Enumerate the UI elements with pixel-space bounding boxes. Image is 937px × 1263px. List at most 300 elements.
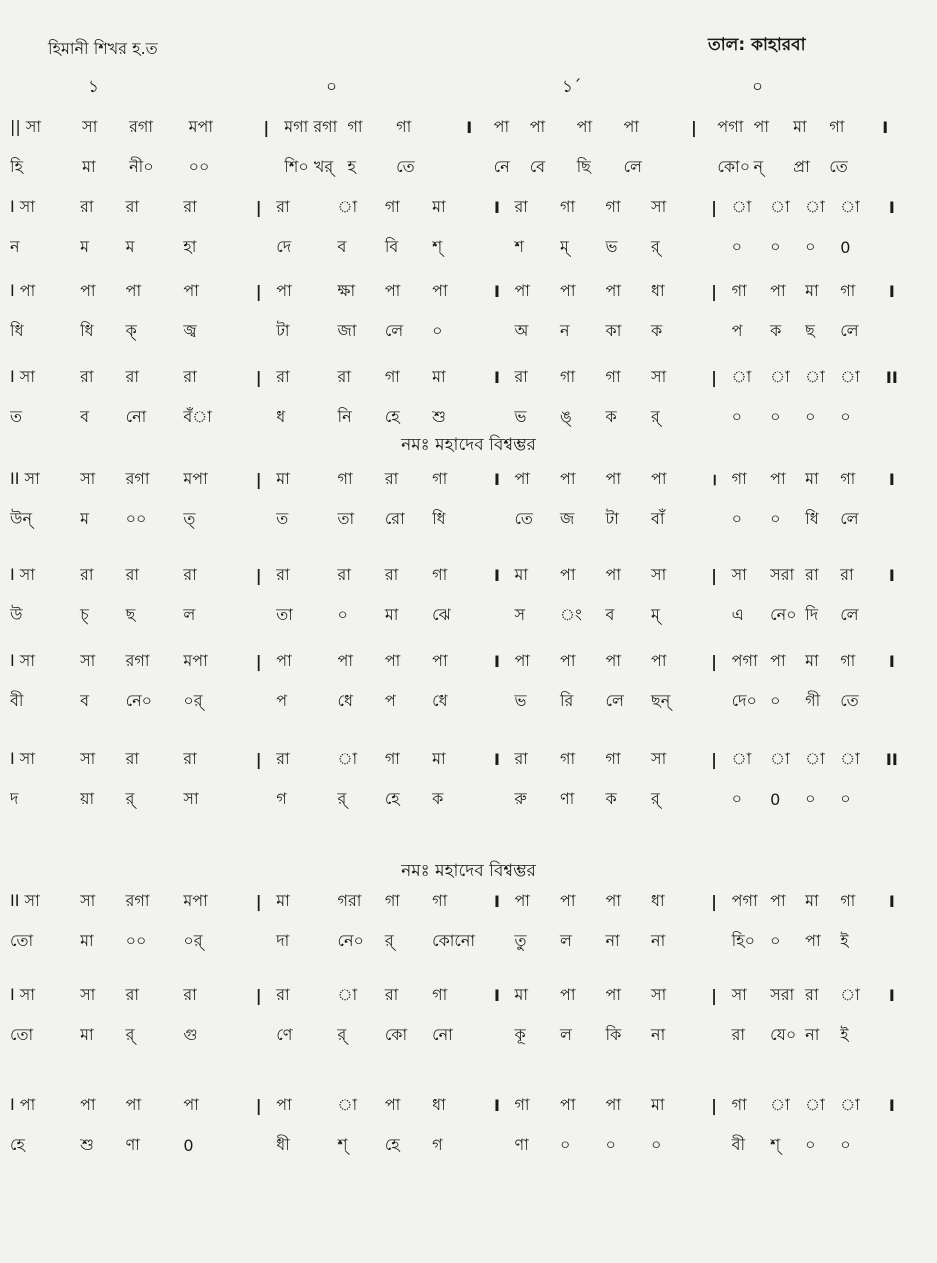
lyric-syllable: ছন্ [651, 690, 671, 710]
lyric-syllable: ক [605, 788, 617, 808]
swar-note: গা [731, 468, 747, 488]
bar-line: I [493, 749, 500, 769]
swar-note: রা [514, 366, 528, 386]
swar-note: রা [514, 196, 528, 216]
lyric-syllable: গী [805, 690, 821, 710]
swar-note: পা [559, 1094, 576, 1114]
lyric-syllable: ম [125, 236, 135, 256]
lyric-syllable: ম্ [651, 604, 660, 624]
swar-note: া [840, 1094, 860, 1114]
lyric-syllable: হি [10, 156, 23, 176]
swar-note: রা [125, 366, 140, 386]
lyric-syllable: র্ [125, 1024, 135, 1044]
swar-note: রা [384, 468, 399, 488]
song-title: হিমানী শিখর হ.ত [48, 39, 158, 58]
swar-note: রা [276, 748, 290, 768]
swar-note: পা [384, 280, 401, 300]
swar-note: পা [605, 468, 622, 488]
swar-note: রা [183, 748, 197, 768]
swar-note: পা [605, 280, 622, 300]
swar-note: া [840, 748, 860, 768]
swar-note: পা [605, 650, 622, 670]
swar-note: গা [829, 116, 845, 136]
lyric-syllable: লে [840, 604, 859, 624]
lyric-syllable: জ [559, 508, 575, 528]
lyric-syllable: ক [432, 788, 444, 808]
bar-line: I [888, 469, 895, 489]
lyric-syllable: 0 [183, 1135, 194, 1155]
lyric-syllable: ণা [125, 1134, 140, 1154]
swar-note: া [805, 748, 825, 768]
swar-line [10, 744, 905, 774]
swar-note: রা [183, 984, 197, 1004]
lyric-line [10, 504, 905, 534]
swar-note: সা [651, 984, 667, 1004]
swar-note: সা [651, 196, 667, 216]
swar-note: গা [731, 1094, 747, 1114]
swar-note: গা [559, 196, 576, 216]
swar-note: II সা [10, 468, 40, 488]
section-heading: নমঃ মহাদেব বিশ্বম্ভর [401, 435, 536, 455]
lyric-syllable: ক্ [125, 320, 137, 340]
swar-note: পা [559, 650, 576, 670]
lyric-syllable: বী [731, 1134, 746, 1154]
swar-note: পা [183, 1094, 199, 1114]
swar-note: রা [276, 564, 290, 584]
lyric-syllable: লে [384, 320, 404, 340]
swar-note: রা [125, 196, 140, 216]
swar-line [10, 1090, 905, 1120]
lyric-line [10, 402, 905, 432]
lyric-syllable: না [805, 1024, 820, 1044]
lyric-syllable: ঝে [432, 604, 451, 624]
swar-note: পগা [731, 650, 758, 670]
lyric-syllable: ০ [840, 1134, 851, 1154]
swar-note: গা [559, 748, 576, 768]
swar-note: পা [559, 984, 576, 1004]
swar-note: পা [80, 280, 96, 300]
swar-note: মা [514, 984, 528, 1004]
swar-note: রগা [125, 890, 150, 910]
swar-note: গা [384, 890, 400, 910]
swar-note: পা [514, 650, 530, 670]
swar-note: পা [276, 280, 292, 300]
swar-note: গা [514, 1094, 530, 1114]
swar-note: মা [805, 890, 819, 910]
lyric-syllable: চ্ [80, 604, 89, 624]
bar-line: I [888, 651, 895, 671]
swar-note: পা [276, 1094, 292, 1114]
swar-note: গা [396, 116, 412, 136]
lyric-syllable: টা [276, 320, 290, 340]
lyric-syllable: ন [559, 320, 570, 340]
lyric-syllable: ০র্ [183, 690, 203, 710]
lyric-syllable: র্ [337, 788, 347, 808]
lyric-syllable: নে০ [770, 604, 797, 624]
lyric-syllable: ভ [514, 406, 527, 426]
swar-line [10, 646, 905, 676]
swar-note: সা [80, 650, 96, 670]
lyric-syllable: ব [337, 236, 347, 256]
swar-note: পগা [717, 116, 744, 136]
bar-line: I [888, 1095, 895, 1115]
swar-note: া [805, 366, 825, 386]
lyric-syllable: হা [183, 236, 197, 256]
swar-note: পা [384, 650, 401, 670]
swar-note: রা [805, 564, 819, 584]
lyric-syllable: জা [337, 320, 357, 340]
swar-note: পা [432, 280, 448, 300]
swar-note: পা [125, 1094, 142, 1114]
bar-line: | [711, 651, 717, 671]
bar-line: | [255, 749, 262, 769]
lyric-syllable: তে [396, 156, 415, 176]
lyric-syllable: উ [10, 604, 23, 624]
bar-line: I [493, 565, 500, 585]
bar-line: I [466, 117, 473, 137]
lyric-syllable: ই [840, 1024, 849, 1044]
swar-note: পা [651, 468, 667, 488]
swar-note: মা [805, 650, 819, 670]
swar-note: া [805, 196, 825, 216]
lyric-syllable: লে [623, 156, 642, 176]
beat-mark: ০ [326, 77, 338, 97]
lyric-syllable: শ্ [337, 1134, 348, 1154]
lyric-syllable: গু [183, 1024, 198, 1044]
bar-line: | [255, 985, 262, 1005]
lyric-syllable: ০০ [188, 156, 210, 176]
lyric-syllable: তে [840, 690, 859, 710]
swar-note: সা [80, 748, 96, 768]
swar-line [10, 980, 905, 1010]
swar-note: মপা [183, 890, 208, 910]
lyric-syllable: কো০ [717, 156, 751, 176]
lyric-syllable: ০ [605, 1134, 616, 1154]
lyric-syllable: মা [82, 156, 96, 176]
swar-note: পা [183, 280, 199, 300]
lyric-syllable: নে০ [125, 690, 153, 710]
bar-line: I [882, 117, 889, 137]
swar-note: গা [559, 366, 576, 386]
swar-note: রগা [129, 116, 154, 136]
bar-line: I [493, 1095, 500, 1115]
lyric-syllable: নী০ [129, 156, 154, 176]
swar-note: া [770, 196, 790, 216]
lyric-syllable: ০ [770, 930, 781, 950]
bar-line: I [493, 891, 500, 911]
swar-note: রা [183, 196, 197, 216]
swar-note: গা [432, 564, 448, 584]
swar-note: া [337, 1094, 358, 1114]
lyric-syllable: শু [432, 406, 446, 426]
lyric-syllable: রো [384, 508, 405, 528]
swar-note: গা [337, 468, 353, 488]
swar-note: I পা [10, 1094, 36, 1114]
swar-note: I সা [10, 366, 36, 386]
lyric-syllable: প [731, 320, 743, 340]
lyric-syllable: ধে [337, 690, 353, 710]
swar-note: রা [384, 984, 399, 1004]
lyric-syllable: হে [384, 1134, 400, 1154]
taal-label: তাল: কাহারবা [708, 35, 806, 55]
lyric-syllable: লে [840, 508, 859, 528]
swar-note: পা [514, 280, 530, 300]
swar-note: মপা [183, 468, 208, 488]
lyric-syllable: ০ [840, 788, 851, 808]
bar-line: II [885, 749, 898, 769]
lyric-syllable: মা [80, 930, 94, 950]
bar-line: I [888, 197, 895, 217]
swar-note: II সা [10, 890, 40, 910]
lyric-syllable: তু [514, 930, 527, 950]
swar-note: সা [82, 116, 98, 136]
lyric-syllable: প্রা [793, 156, 810, 176]
lyric-syllable: ক [651, 320, 663, 340]
swar-note: গা [432, 890, 448, 910]
bar-line: | [255, 1095, 262, 1115]
lyric-syllable: তা [337, 508, 355, 528]
lyric-syllable: র্ [651, 236, 660, 256]
swar-note: ক্ষা [337, 280, 356, 300]
lyric-syllable: শ্ [770, 1134, 781, 1154]
lyric-syllable: হে [384, 788, 400, 808]
lyric-syllable: কোনো [432, 930, 476, 950]
swar-note: ধা [651, 890, 665, 910]
swar-note: পগা [731, 890, 758, 910]
lyric-line [10, 152, 905, 182]
swar-note: সা [651, 748, 667, 768]
swar-note: া [337, 984, 358, 1004]
lyric-syllable: ০ [559, 1134, 571, 1154]
swar-note: পা [514, 890, 530, 910]
lyric-syllable: ণা [559, 788, 575, 808]
swar-note: রা [80, 366, 94, 386]
swar-note: গা [605, 196, 621, 216]
swar-note: পা [651, 650, 667, 670]
lyric-syllable: ধ [276, 406, 286, 426]
lyric-syllable: য়া [80, 788, 95, 808]
swar-line [10, 362, 905, 392]
lyric-syllable: মা [80, 1024, 94, 1044]
lyric-syllable: এ [731, 604, 744, 624]
lyric-syllable: ০ [731, 508, 742, 528]
lyric-syllable: নি [337, 406, 352, 426]
swar-note: গা [840, 890, 856, 910]
lyric-syllable: ব [80, 406, 89, 426]
lyric-syllable: ০ [770, 406, 781, 426]
swar-note: মপা [183, 650, 208, 670]
lyric-syllable: ০ [731, 236, 742, 256]
swar-note: রা [384, 564, 399, 584]
bar-line: | [711, 749, 717, 769]
swar-note: পা [432, 650, 448, 670]
lyric-syllable: ব [605, 604, 615, 624]
swar-note: গা [840, 650, 856, 670]
lyric-syllable: তো [10, 1024, 34, 1044]
swar-note: সা [80, 890, 96, 910]
lyric-syllable: ত্ [183, 508, 196, 528]
swar-note: া [840, 984, 860, 1004]
swar-note: মা [432, 196, 446, 216]
swar-note: রা [276, 196, 290, 216]
lyric-syllable: সা [183, 788, 199, 808]
lyric-syllable: ল [559, 1024, 572, 1044]
lyric-syllable: ধী [276, 1134, 290, 1154]
swar-note: া [770, 366, 790, 386]
lyric-syllable: ক [770, 320, 782, 340]
lyric-syllable: কি [605, 1024, 622, 1044]
lyric-syllable: দ [10, 788, 19, 808]
bar-line: | [255, 565, 262, 585]
lyric-syllable: ধি [432, 508, 446, 528]
swar-line [10, 560, 905, 590]
lyric-syllable: প [276, 690, 288, 710]
bar-line: | [255, 891, 262, 911]
swar-line [10, 112, 905, 142]
swar-note: পা [337, 650, 354, 670]
swar-note: পা [623, 116, 640, 136]
lyric-syllable: ল [183, 604, 196, 624]
lyric-syllable: ং [559, 604, 582, 624]
lyric-syllable: ত [276, 508, 289, 528]
bar-line: | [255, 367, 262, 387]
lyric-syllable: তা [276, 604, 293, 624]
lyric-syllable: দা [276, 930, 290, 950]
swar-note: রা [80, 196, 94, 216]
swar-line [10, 886, 905, 916]
swar-note: মা [514, 564, 528, 584]
lyric-syllable: ০ [805, 406, 816, 426]
swar-note: া [731, 748, 752, 768]
bar-line: | [711, 1095, 717, 1115]
swar-note: া [770, 748, 790, 768]
swar-note: রগা [125, 468, 150, 488]
swar-line [10, 464, 905, 494]
lyric-syllable: গ [276, 788, 287, 808]
lyric-syllable: ০ [337, 604, 348, 624]
bar-line: | [711, 281, 717, 301]
bar-line: I [888, 985, 895, 1005]
swar-note: গা [432, 984, 448, 1004]
lyric-syllable: ০ [805, 236, 816, 256]
lyric-syllable: ক [605, 406, 617, 426]
bar-line: | [255, 651, 262, 671]
lyric-syllable: দে০ [731, 690, 757, 710]
swar-note: গা [384, 196, 400, 216]
swar-note: গরা [337, 890, 362, 910]
bar-line: | [711, 985, 717, 1005]
lyric-syllable: দে [276, 236, 292, 256]
lyric-syllable: ০ [770, 236, 781, 256]
beat-marks-row [0, 74, 937, 102]
lyric-syllable: ০ [805, 788, 816, 808]
swar-note: পা [770, 468, 786, 488]
lyric-syllable: ণা [514, 1134, 529, 1154]
lyric-syllable: ম [80, 236, 89, 256]
lyric-syllable: মা [384, 604, 399, 624]
swar-note: পা [493, 116, 510, 136]
lyric-syllable: ব [80, 690, 89, 710]
beat-mark: ১´ [562, 77, 582, 97]
swar-note: া [337, 196, 358, 216]
swar-note: পা [770, 280, 786, 300]
swar-note: সা [651, 366, 667, 386]
swar-note: রা [514, 748, 528, 768]
swar-note: া [337, 748, 358, 768]
swar-note: সা [651, 564, 667, 584]
swar-line [10, 276, 905, 306]
lyric-syllable: র্ [384, 930, 394, 950]
swar-note: পা [770, 650, 786, 670]
lyric-syllable: না [651, 1024, 666, 1044]
bar-line: I [493, 985, 500, 1005]
beat-mark: ১ [88, 77, 100, 97]
swar-note: I পা [10, 280, 36, 300]
lyric-syllable: ছ [125, 604, 136, 624]
lyric-syllable: লে [840, 320, 859, 340]
lyric-syllable: ভ [605, 236, 618, 256]
lyric-syllable: ধি [10, 320, 24, 340]
lyric-syllable: ০ [840, 406, 851, 426]
swar-note: I সা [10, 650, 36, 670]
lyric-syllable: হে [10, 1134, 25, 1154]
bar-line: | [711, 367, 717, 387]
lyric-syllable: নো [432, 1024, 453, 1044]
swar-note: রা [80, 564, 94, 584]
lyric-syllable: ০ [731, 406, 742, 426]
lyric-line [10, 1130, 905, 1160]
swar-note: পা [559, 890, 576, 910]
lyric-syllable: শি০ খর্ [284, 156, 334, 176]
lyric-syllable: বাঁ [651, 508, 665, 528]
swar-note: সা [80, 984, 96, 1004]
lyric-syllable: হ [347, 156, 356, 176]
swar-note: মগা রগা [284, 116, 338, 136]
beat-mark: ০ [752, 77, 764, 97]
swar-note: পা [276, 650, 292, 670]
swar-note: পা [125, 280, 142, 300]
bar-line: I [493, 197, 500, 217]
swar-note: া [805, 1094, 825, 1114]
lyric-syllable: অ [514, 320, 529, 340]
section-heading: নমঃ মহাদেব বিশ্বম্ভর [401, 861, 536, 881]
lyric-syllable: রি [559, 690, 574, 710]
swar-note: গা [347, 116, 363, 136]
bar-line: | [255, 469, 262, 489]
swar-note: গা [840, 280, 856, 300]
lyric-syllable: ০ [731, 788, 742, 808]
bar-line: I [493, 651, 500, 671]
swar-note: সা [731, 984, 747, 1004]
lyric-syllable: কো [384, 1024, 408, 1044]
lyric-syllable: ণে [276, 1024, 293, 1044]
swar-note: I সা [10, 984, 36, 1004]
swar-note: গা [384, 366, 400, 386]
swar-note: রগা [125, 650, 150, 670]
swar-note: রা [337, 366, 351, 386]
swar-note: রা [183, 366, 197, 386]
swar-note: া [731, 366, 752, 386]
lyric-syllable: জ্ব [183, 320, 197, 340]
swar-note: মা [276, 468, 290, 488]
lyric-syllable: ০ [770, 690, 781, 710]
lyric-syllable: ধি [80, 320, 94, 340]
lyric-syllable: হি০ [731, 930, 755, 950]
lyric-syllable: ০ [805, 1134, 816, 1154]
lyric-syllable: যে০ [770, 1024, 797, 1044]
swar-note: I সা [10, 748, 36, 768]
lyric-syllable: ই [840, 930, 849, 950]
